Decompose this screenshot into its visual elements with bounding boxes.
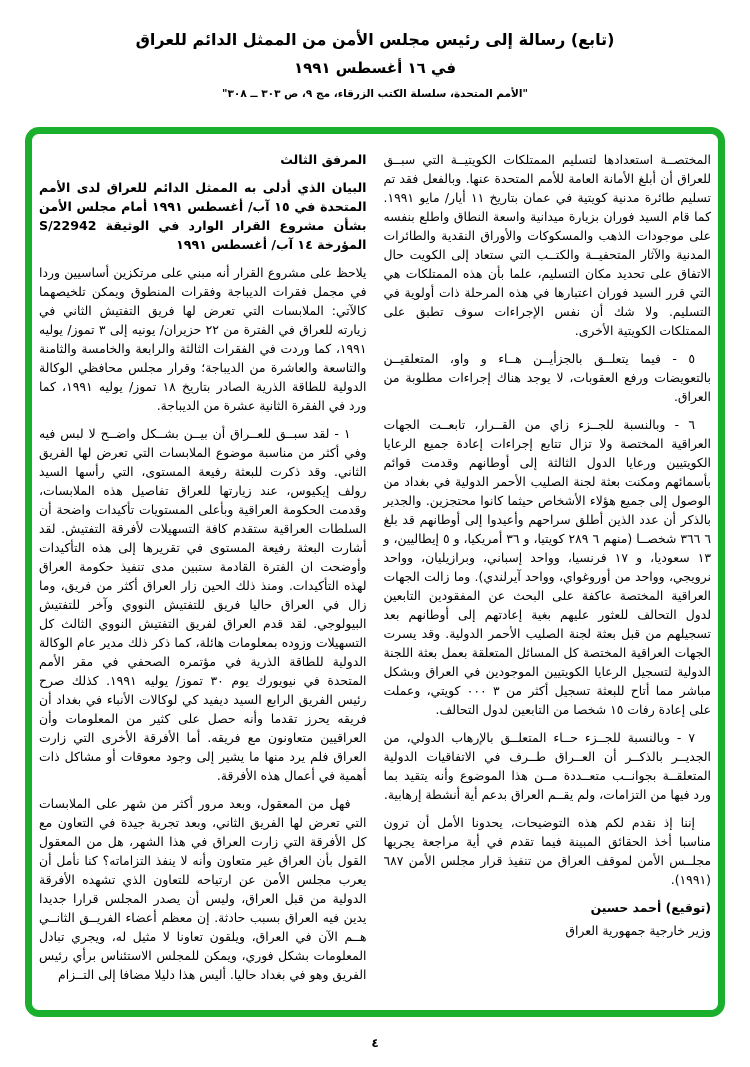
column-letter-continuation (384, 150, 712, 1000)
annex-subheading: البيان الذي أدلى به الممثل الدائم للعراق لدى الأمم المتحدة في ١٥ آب/ أغسطس ١٩٩١ أمام مجلس الأمن بشأن مشروع القرار الوارد في الوثيقة S/22942 المؤرخة ١٤ آب/ أغسطس ١٩٩١ (39, 180, 367, 252)
annex-paragraph-intro: يلاحظ على مشروع القرار أنه مبني على مرتكزين أساسيين وردا في مجمل فقرات الديباجة وفقرات المنطوق ويمكن تلخيصهما كالآتي: الملابسات التي تعرض لها فريق التفتيش الثاني في زيارته للعراق في الفترة من ٢٢ حزيران/ يونيه إلى ٣ تموز/ يوليه ١٩٩١، كما وردت في الفقرات الثالثة والرابعة والخامسة والثامنة والتاسعة والعاشرة من الديباجة؛ وقرار مجلس محافظي الوكالة الدولية للطاقة الذرية الصادر بتاريخ ١٨ تموز/ يوليه ١٩٩١، كما ورد في الفقرة الثانية عشرة من الديباجة. (39, 265, 367, 413)
source-citation: "الأمم المتحدة، سلسلة الكتب الزرقاء، مج ٩، ص ٣٠٣ ــ ٣٠٨" (222, 87, 528, 100)
signer-title: وزير خارجية جمهورية العراق (565, 923, 711, 938)
annex-paragraph-argument: فهل من المعقول، وبعد مرور أكثر من شهر على الملابسات التي تعرض لها الفريق الثاني، وبعد تجربة جيدة في التعاون مع كل الأفرقة التي زارت العراق في هذا الشهر، هل من المعقول القول بأن العراق غير متعاون وأنه لا ينفذ التزاماته؟ كنا نأمل أن يعرب مجلس الأمن عن ارتياحه للتعاون الذي تشهده الأفرقة الدولية من قبل العراق، وليس أن يصدر المجلس قرارا جديدا يدين فيه العراق بسبب حادثة. إن معظم أعضاء الفريــق الثانــي هــم الآن في العراق، ويلقون تعاونا لا مثيل له، ويجري تبادل المعلومات بشكل فوري، ويمكن للمجلس الاستئناس برأي رئيس الفريق وهو في بغداد حاليا. أليس هذا دليلا مضافا إلى التــزام (39, 796, 367, 982)
letter-paragraph-item5: ٥ - فيما يتعلــق بالجزأيــن هــاء و واو، المتعلقيــن بالتعويضات ورفع العقوبات، لا يوجد هناك إجراءات مطلوبة من العراق. (383, 351, 711, 404)
annex-heading: المرفق الثالث (280, 152, 367, 167)
two-column-layout (39, 150, 711, 1000)
page-title-date: في ١٦ أغسطس ١٩٩١ (293, 58, 457, 77)
page-title: (تابع) رسالة إلى رئيس مجلس الأمن من الممثل الدائم للعراق (135, 30, 615, 49)
letter-paragraph-continuation: المختصــة استعدادها لتسليم الممتلكات الكويتيــة التي سبــق للعراق أن أبلغ الأمانة العامة للأمم المتحدة عنها. وبالفعل فقد تم تسليم طائرة مدنية كويتية في عمان بتاريخ ١١ أيار/ مايو ١٩٩١. كما قام السيد فوران بزيارة ميدانية واسعة النطاق واطلع بنفسه على موجودات الذهب والمسكوكات والأوراق النقدية والطائرات المدنية والآثار المتحفيــة والكتــب التي ستعاد إلى الكويت حال الاتفاق على تحديد مكان التسليم، علما بأن هذه الممتلكات هي التي قرر السيد فوران اعتبارها في هذه المرحلة ذات أولوية في التسليم. ولا شك أن نفس الإجراءات سوف تطبق على الممتلكات الكويتية الأخرى. (383, 152, 711, 338)
column-annex-three (39, 150, 367, 1000)
document-frame (25, 127, 725, 1017)
signature-line: (توقيع) أحمد حسين (590, 900, 711, 915)
page-number: ٤ (371, 1036, 379, 1050)
document-header (0, 0, 750, 100)
annex-paragraph-item1: ١ - لقد سبــق للعــراق أن بيــن بشــكل واضــح لا لبس فيه وفي أكثر من مناسبة موضوع الملابسات التي تعرض لها الفريق الثاني. وقد ذكرت للبعثة رفيعة المستوى، التي رأسها السيد رولف إيكيوس، عند زيارتها للعراق تفاصيل هذه الملابسات، وقدمت الحكومة العراقية وبأعلى المستويات تأكيدات واضحة أن السلطات العراقية ستقدم كافة التسهيلات لأفرقة التفتيش. لقد أشارت البعثة رفيعة المستوى في تقريرها إلى هذه التأكيدات وأوضحت ان الفترة القادمة ستبين مدى تنفيذ حكومة العراق لهذه التأكيدات. ومنذ ذلك الحين زار العراق أكثر من فريق، وما زال في العراق حاليا فريق للتفتيش النووي وآخر للتفتيش البيولوجي. لقد قدم العراق لفريق التفتيش النووي الثالث كل التسهيلات وزوده بمعلومات هائلة، كما ذكر ذلك مدير عام الوكالة الدولية للطاقة الذرية في مؤتمره الصحفي في مقر الأمم المتحدة في نيويورك يوم ٣٠ تموز/ يوليه ١٩٩١. كذلك صرح رئيس الفريق الرابع السيد ديفيد كي لوكالات الأنباء في بغداد أن فريقه يحرز تقدما وأنه حصل على كثير من المعلومات وأن العراقيين متعاونون مع فريقه. أما الأفرقة الأخرى التي زارت العراق فلم يرد منها ما يشير إلى وجود معوقات أو مشاكل ذات أهمية في أعمال هذه الأفرقة. (39, 426, 367, 783)
letter-paragraph-item7: ٧ - وبالنسبة للجــزء حــاء المتعلــق بالإرهاب الدولي، من الجديــر بالذكــر أن العــراق طــرف في الاتفاقيات الدولية المتعلقــة بجوانــب متعــددة مــن هذا الموضوع وأنه يتقيد بما ورد فيها من التزامات، ولم يقــم العراق بدعم أية أنشطة إرهابية. (383, 730, 711, 802)
letter-paragraph-item6: ٦ - وبالنسبة للجــزء زاي من القــرار، تابعــت الجهات العراقية المختصة ولا تزال تتابع إجراءات إعادة جميع الرعايا الكويتيين ورعايا الدول الثالثة إلى أوطانهم وقدمت قوائم بأسمائهم ومكنت بعثة لجنة الصليب الأحمر الدولية في بغداد من الوصول إلى جميع هؤلاء الأشخاص حيثما كانوا محتجزين. والجدير بالذكر أن عدد الذين أطلق سراحهم وأعيدوا إلى أوطانهم قد بلغ ٦ ٣٦٦ شخصــا (منهم ٦ ٢٨٩ كويتيا، و ٣٦ أمريكيا، و ٥ إيطاليين، و ١٣ سعوديا، و ١٧ فرنسيا، وواحد إسباني، وبرازيليان، وواحد نرويجي، وواحد من أوروغواي، وواحد آيرلندي). وما زالت الجهات العراقية المختصة عاكفة على البحث عن المفقودين التابعين لدول التحالف للعثور عليهم بغية إعادتهم إلى أوطانهم بعد تسجيلهم من قبل بعثة لجنة الصليب الأحمر الدولية. وقد يسرت الجهات العراقية المختصة كل المسائل المتعلقة بعمل بعثة اللجنة الدولية لتسجيل الرعايا الكويتيين الموجودين في العراق وبشكل مباشر مما أتاح للبعثة تسجيل أكثر من ٣ ٠٠٠ كويتي، وعملت على إعادة رفات ١٥ شخصا من التابعين لدول التحالف. (383, 417, 711, 717)
letter-paragraph-closing: إننا إذ نقدم لكم هذه التوضيحات، يحدونا الأمل أن ترون مناسبا أخذ الحقائق المبينة فيما تقدم في أية مراجعة يجريها مجلــس الأمن لموقف العراق من تنفيذ قرار مجلس الأمن ٦٨٧ (١٩٩١). (383, 815, 711, 887)
